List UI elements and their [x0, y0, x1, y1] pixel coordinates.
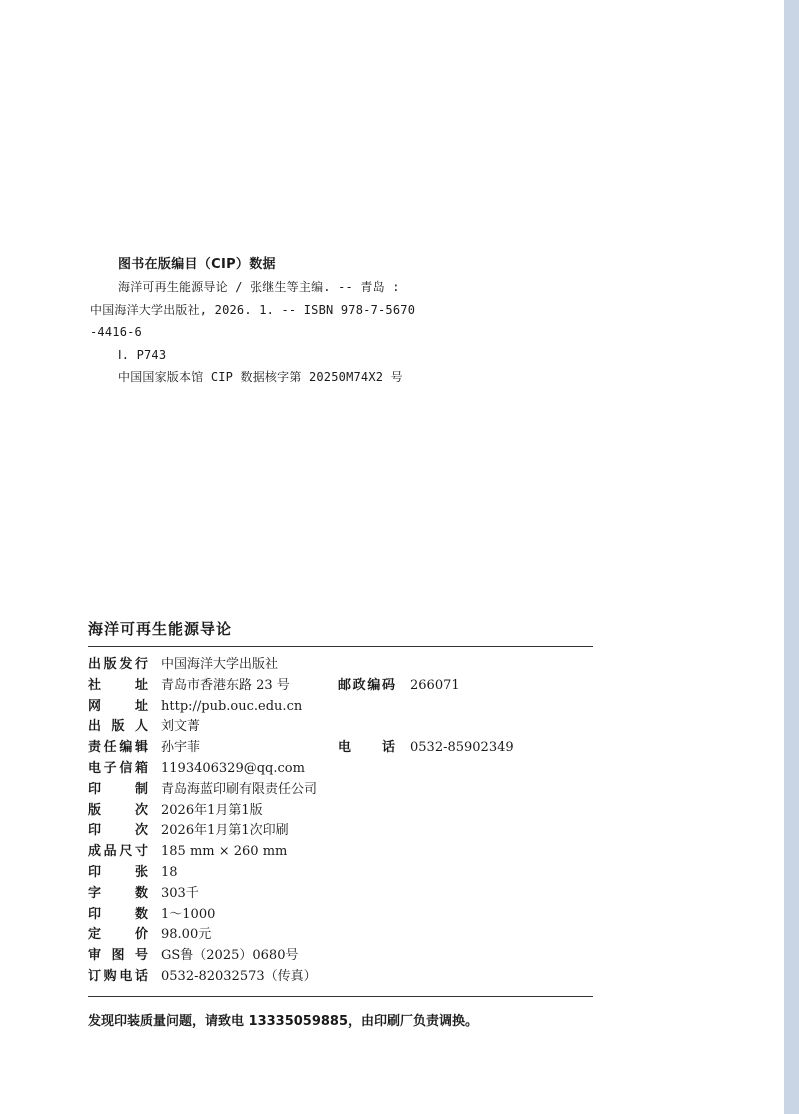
info-label: 字 数	[88, 885, 148, 901]
info-row	[88, 946, 593, 967]
side-color-bar	[784, 0, 799, 1114]
info-value: 刘文菁	[161, 719, 201, 735]
cip-line: Ⅰ. P743	[118, 347, 167, 362]
info-value-secondary: 266071	[410, 677, 460, 693]
info-row	[88, 697, 593, 718]
info-row	[88, 676, 593, 697]
info-label: 成 品 尺 寸	[88, 844, 148, 860]
info-value: 18	[161, 864, 178, 880]
info-value-secondary: 0532-85902349	[410, 740, 514, 756]
divider-bottom	[88, 996, 593, 997]
cip-line: 中国海洋大学出版社, 2026. 1. -- ISBN 978-7-5670	[90, 302, 416, 317]
info-row	[88, 759, 593, 780]
info-label: 印 制	[88, 781, 148, 797]
info-value: 2026年1月第1次印刷	[161, 823, 289, 839]
info-label: 出 版 发 行	[88, 657, 148, 672]
info-label: 网 址	[88, 698, 148, 714]
info-value: 98.00元	[161, 927, 212, 943]
info-label: 印 数	[88, 906, 148, 922]
info-row	[88, 863, 593, 884]
info-label: 责 任 编 辑	[88, 740, 148, 756]
cip-line: 海洋可再生能源导论 / 张继生等主编. -- 青岛 :	[118, 280, 400, 294]
info-row	[88, 884, 593, 905]
info-row	[88, 905, 593, 926]
info-label: 版 次	[88, 802, 148, 818]
info-row	[88, 801, 593, 822]
info-value: 0532-82032573（传真）	[161, 968, 317, 984]
cip-heading: 图书在版编目（CIP）数据	[118, 257, 276, 272]
info-row	[88, 967, 593, 988]
info-value: 青岛海蓝印刷有限责任公司	[161, 781, 318, 797]
cip-data-block	[90, 254, 440, 389]
info-value: 青岛市香港东路 23 号	[161, 677, 290, 693]
info-row	[88, 780, 593, 801]
info-label-secondary: 电 话	[338, 740, 395, 756]
info-value: 中国海洋大学出版社	[161, 657, 279, 672]
info-label-secondary: 邮 政 编 码	[338, 677, 395, 693]
info-value: 1～1000	[161, 906, 216, 922]
info-row	[88, 717, 593, 738]
info-row	[88, 655, 593, 676]
cip-line: -4416-6	[90, 325, 142, 339]
info-value: 185 mm × 260 mm	[161, 844, 288, 860]
info-label: 订 购 电 话	[88, 968, 148, 984]
info-value: http://pub.ouc.edu.cn	[161, 698, 303, 714]
publication-info	[88, 655, 593, 988]
cip-line: 中国国家版本馆 CIP 数据核字第 20250M74X2 号	[118, 370, 403, 384]
info-value: 303千	[161, 885, 199, 901]
info-label: 出 版 人	[88, 719, 148, 735]
book-title: 海洋可再生能源导论	[88, 620, 233, 638]
quality-notice: 发现印装质量问题，请致电 13335059885，由印刷厂负责调换。	[88, 1014, 479, 1029]
info-label: 社 址	[88, 677, 148, 693]
info-row	[88, 821, 593, 842]
info-label: 审 图 号	[88, 948, 148, 964]
info-label: 定 价	[88, 927, 148, 943]
info-label: 印 张	[88, 864, 148, 880]
info-row	[88, 738, 593, 759]
info-label: 印 次	[88, 823, 148, 839]
info-value: 2026年1月第1版	[161, 802, 263, 818]
info-value: GS鲁（2025）0680号	[161, 948, 299, 964]
info-label: 电 子 信 箱	[88, 760, 148, 776]
info-row	[88, 925, 593, 946]
info-value: 1193406329@qq.com	[161, 760, 305, 776]
divider-top	[88, 646, 593, 647]
info-value: 孙宇菲	[161, 740, 201, 756]
info-row	[88, 842, 593, 863]
